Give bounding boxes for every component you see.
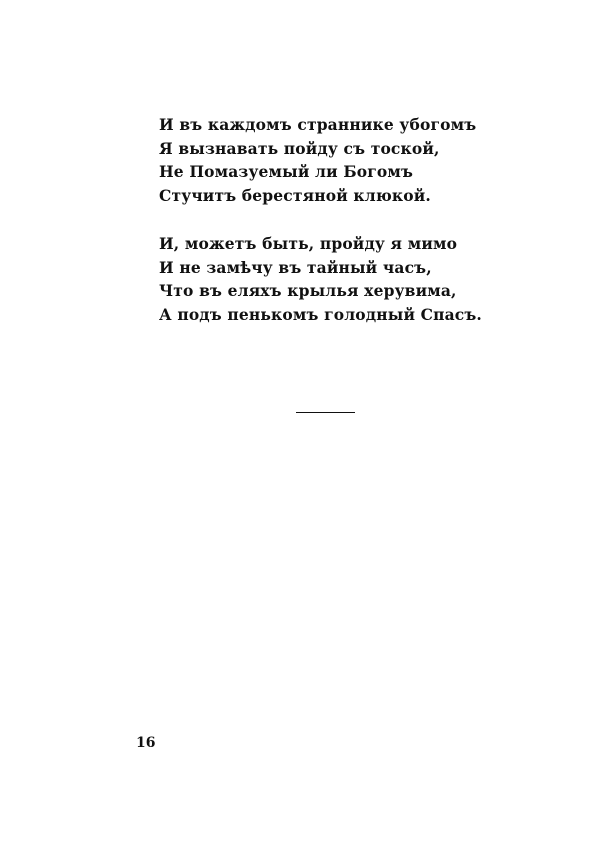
page-number: 16 xyxy=(136,735,156,751)
poem-line: И не замѣчу въ тайный часъ, xyxy=(159,257,432,277)
poem-line: Не Помазуемый ли Богомъ xyxy=(159,162,414,181)
poem-line: А подъ пенькомъ голодный Спасъ. xyxy=(159,304,482,324)
poem-line: И, можетъ быть, пройду я мимо xyxy=(159,234,458,253)
poem-line: Я вызнавать пойду съ тоской, xyxy=(159,138,440,158)
poem-text xyxy=(159,113,489,326)
poem-line: И въ каждомъ страннике убогомъ xyxy=(159,115,477,134)
section-divider xyxy=(296,412,355,413)
stanza-2 xyxy=(159,232,489,326)
stanza-1 xyxy=(159,113,489,207)
poem-line: Стучитъ берестяной клюкой. xyxy=(159,185,431,205)
poem-line: Что въ еляхъ крылья херувима, xyxy=(159,281,457,300)
